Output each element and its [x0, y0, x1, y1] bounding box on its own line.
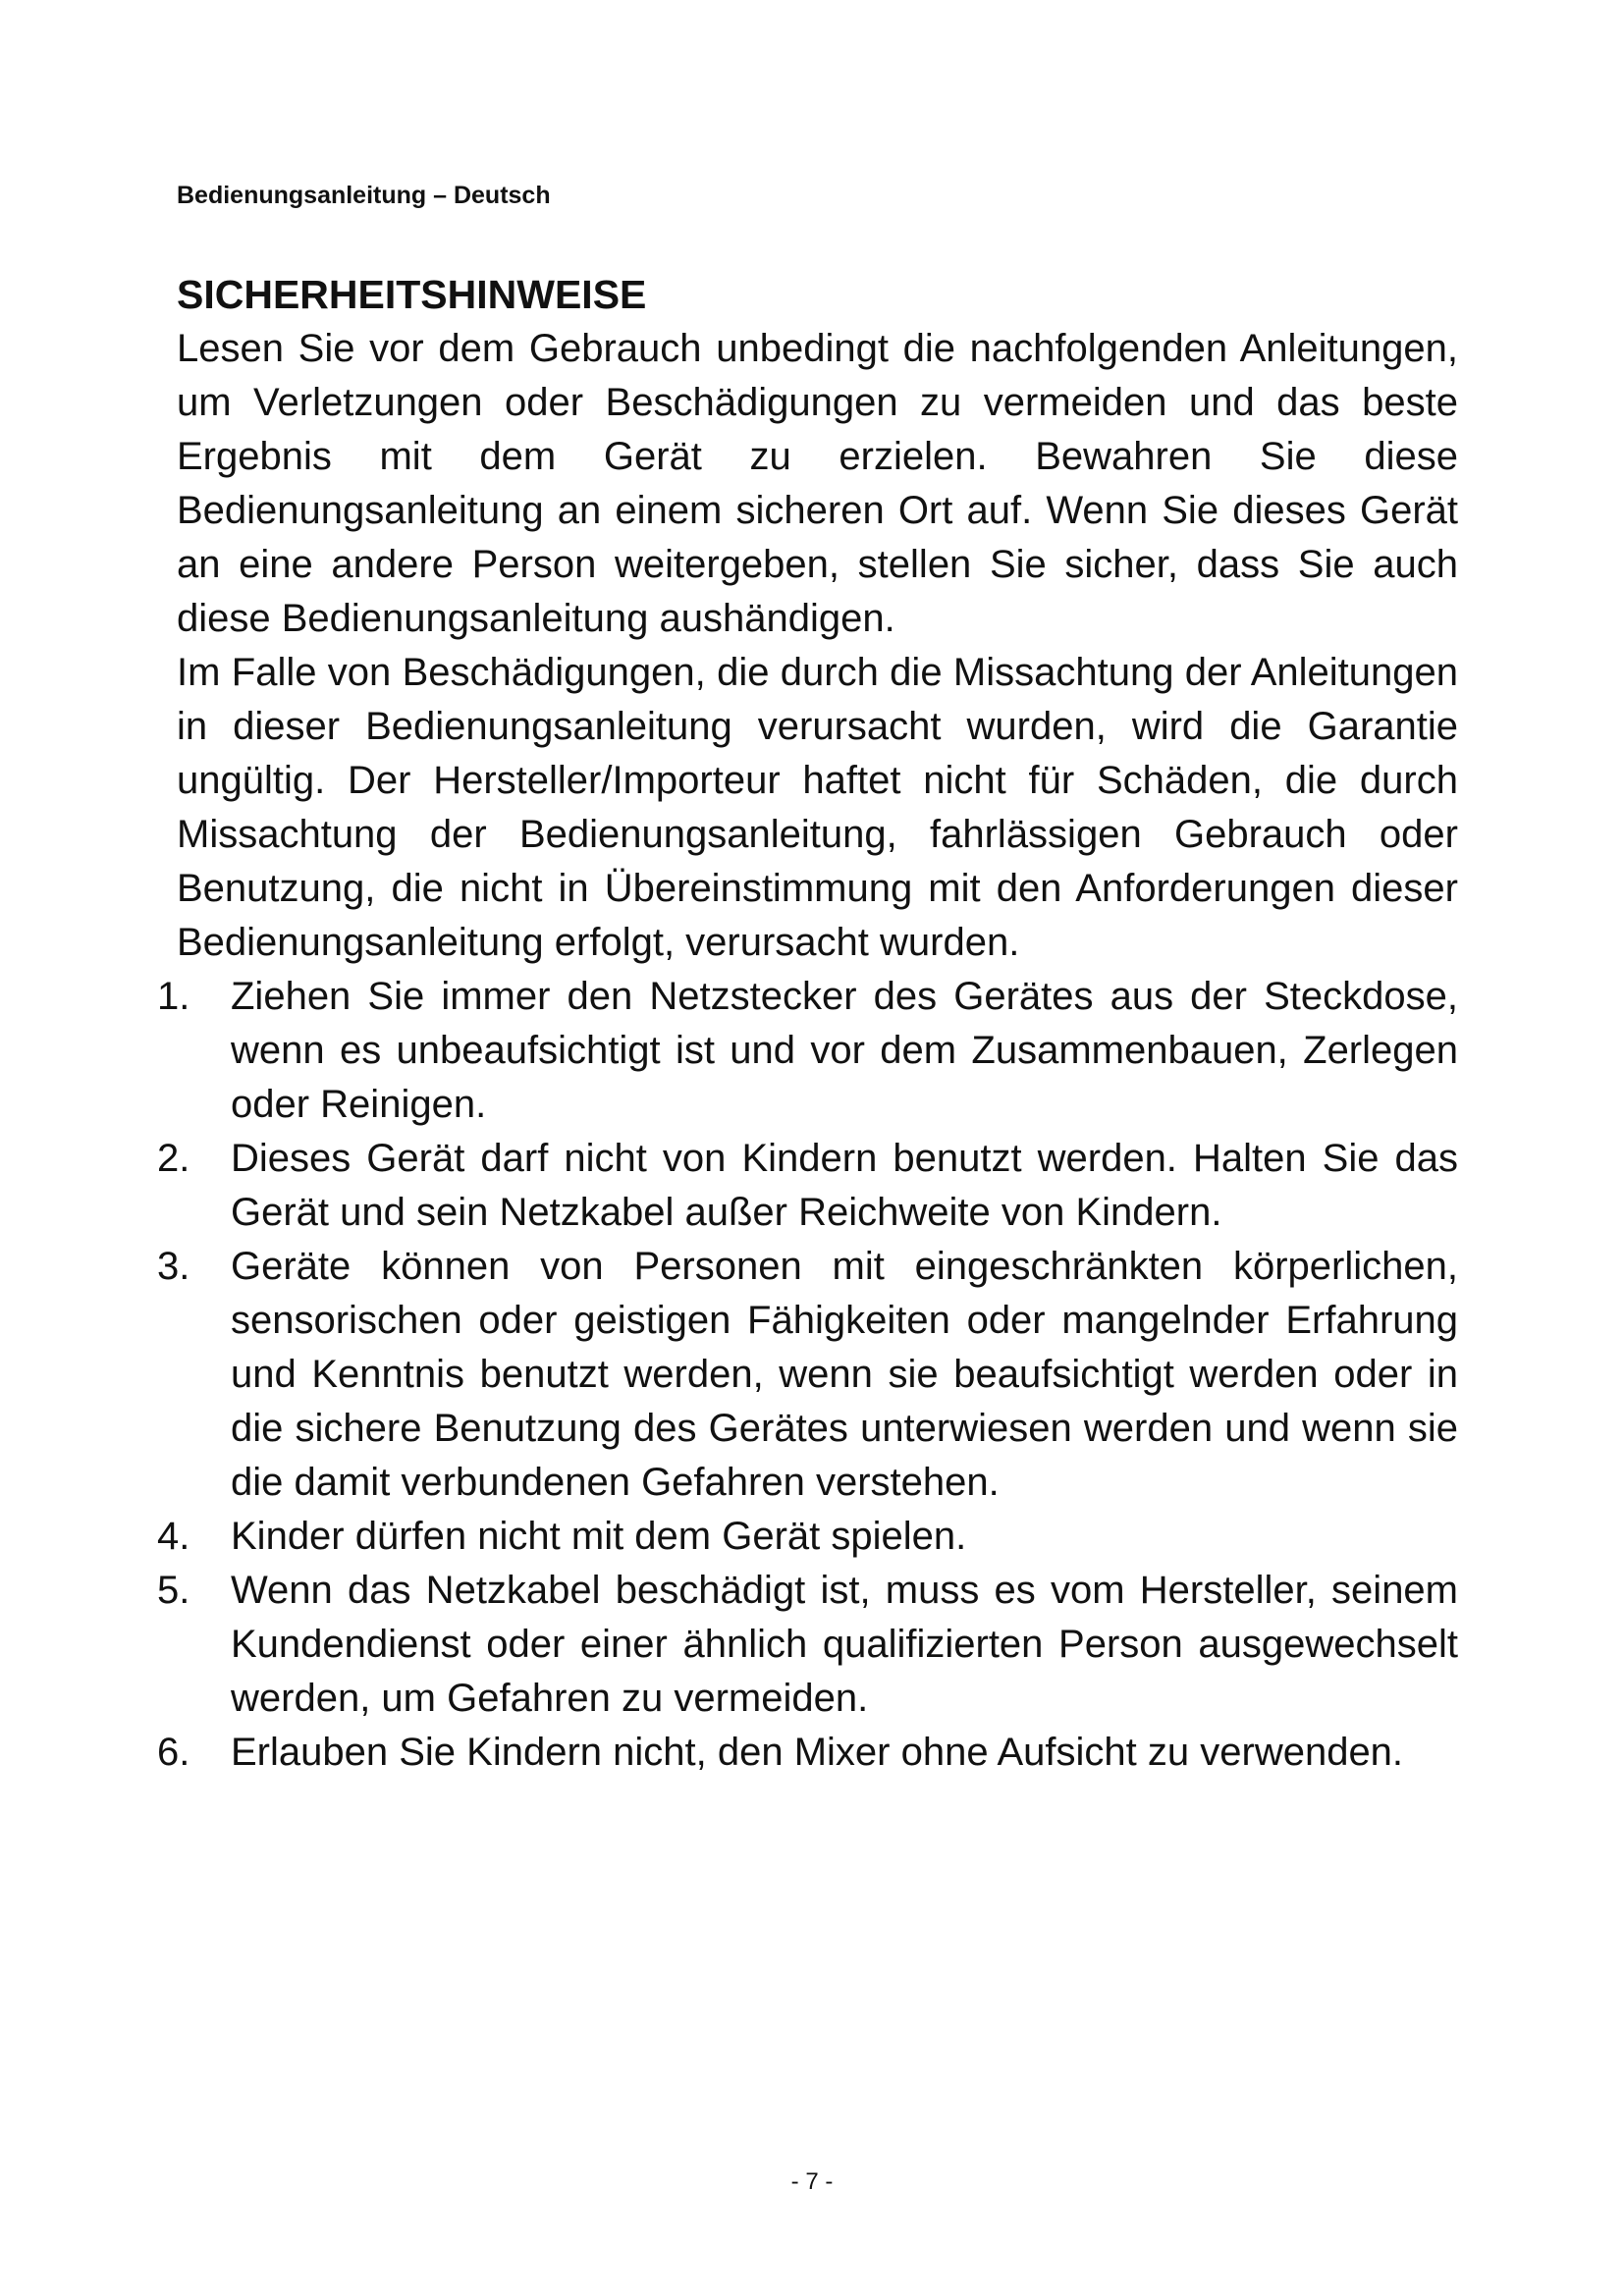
list-item-text: Kinder dürfen nicht mit dem Gerät spielen. — [231, 1515, 967, 1558]
list-item-number: 2. — [157, 1137, 190, 1180]
list-item — [157, 1510, 1458, 1564]
list-item-number: 6. — [157, 1731, 190, 1774]
list-item-number: 5. — [157, 1569, 190, 1612]
list-item — [157, 1726, 1458, 1780]
safety-section — [157, 267, 1458, 1780]
list-item — [157, 1564, 1458, 1726]
list-item — [157, 970, 1458, 1132]
list-item-text: Dieses Gerät darf nicht von Kindern benutzt werden. Halten Sie das Gerät und sein Netzkabel außer Reichweite von Kindern. — [231, 1137, 1458, 1234]
list-item-number: 4. — [157, 1515, 190, 1558]
list-item — [157, 1240, 1458, 1510]
list-item-text: Geräte können von Personen mit eingeschränkten körperlichen, sensorischen oder geistigen Fähigkeiten oder mangelnder Erfahrung und Kenntnis benutzt werden, wenn sie beaufsichtigt werden oder in die sichere Benutzung des Gerätes unterwiesen werden und wenn sie die damit verbundenen Gefahren verstehen. — [231, 1245, 1458, 1504]
list-item-text: Wenn das Netzkabel beschädigt ist, muss es vom Hersteller, seinem Kundendienst oder einer ähnlich qualifizierten Person ausgewechselt werden, um Gefahren zu vermeiden. — [231, 1569, 1458, 1720]
intro-paragraph: Lesen Sie vor dem Gebrauch unbedingt die nachfolgenden Anleitungen, um Verletzungen oder Beschädigungen zu vermeiden und das beste Ergebnis mit dem Gerät zu erzielen. Bewahren Sie diese Bedienungsanleitung an einem sicheren Ort auf. Wenn Sie dieses Gerät an eine andere Person weitergeben, stellen Sie sicher, dass Sie auch diese Bedienungsanleitung aushändigen. — [177, 327, 1458, 640]
page-number: - 7 - — [790, 2168, 834, 2195]
list-item — [157, 1132, 1458, 1240]
safety-instructions-list — [157, 970, 1458, 1780]
running-header: Bedienungsanleitung – Deutsch — [177, 182, 551, 209]
warranty-paragraph: Im Falle von Beschädigungen, die durch die Missachtung der Anleitungen in dieser Bedienungsanleitung verursacht wurden, wird die Garantie ungültig. Der Hersteller/Importeur haftet nicht für Schäden, die durch Missachtung der Bedienungsanleitung, fahrlässigen Gebrauch oder Benutzung, die nicht in Übereinstimmung mit den Anforderungen dieser Bedienungsanleitung erfolgt, verursacht wurden. — [177, 651, 1458, 964]
section-title: SICHERHEITSHINWEISE — [177, 272, 647, 317]
list-item-text: Erlauben Sie Kindern nicht, den Mixer ohne Aufsicht zu verwenden. — [231, 1731, 1404, 1774]
list-item-number: 1. — [157, 975, 190, 1018]
list-item-text: Ziehen Sie immer den Netzstecker des Gerätes aus der Steckdose, wenn es unbeaufsichtigt ist und vor dem Zusammenbauen, Zerlegen oder Reinigen. — [231, 975, 1458, 1126]
list-item-number: 3. — [157, 1245, 190, 1288]
